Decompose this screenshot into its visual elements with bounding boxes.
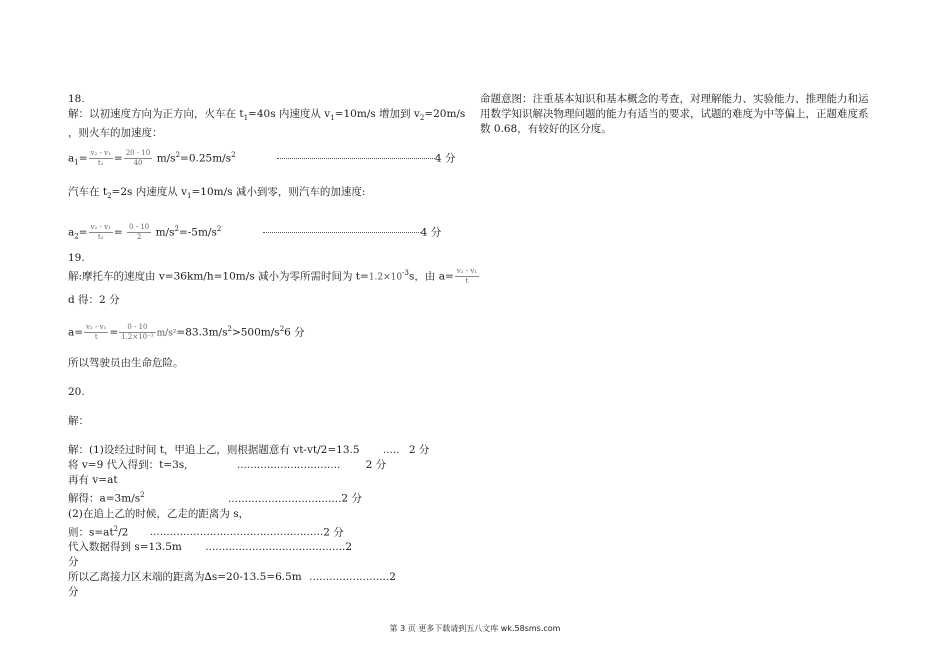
proposition-intent: 命题意图：注重基本知识和基本概念的考查，对理解能力、实验能力、推理能力和运用数学知识解决物理问题的能力有适当的要求，试题的难度为中等偏上，正题难度系数 0.68，有较好的区分度。 xyxy=(480,93,869,135)
unit-sup: 2 xyxy=(174,224,179,233)
q18-intro-part: =10m/s 增加到 v xyxy=(334,108,420,120)
fraction-denominator: t xyxy=(465,277,469,286)
dotted-leader: .................................................... xyxy=(149,526,324,539)
score: 4 分 xyxy=(434,152,456,165)
q19-unit: m/s² xyxy=(156,328,177,339)
sup: 2 xyxy=(113,524,119,533)
a2-fraction-symbolic xyxy=(89,223,113,242)
q19-text: 解:摩托车的速度由 v=36km/h=10m/s 减小为零所需时间为 t= xyxy=(68,270,369,283)
dotted-leader: ............................... xyxy=(236,459,341,472)
fraction-denominator: t xyxy=(94,333,98,342)
q20-text: 所以乙离接力区末端的距离为∆s=20-13.5=6.5m xyxy=(68,571,302,584)
q19-number: 19. xyxy=(68,252,85,265)
q19-time-exp: -3 xyxy=(402,269,409,278)
dotted-leader: .................................. xyxy=(227,492,342,505)
fraction-numerator: v₂ - v₁ xyxy=(90,222,111,231)
equals: = xyxy=(113,152,123,165)
fraction-numerator: 0 - 10 xyxy=(129,222,150,231)
fraction-denominator: 1.2×10⁻³ xyxy=(121,333,154,342)
score: 2 分 xyxy=(341,492,362,505)
q20-line1 xyxy=(68,443,464,458)
q18-intro xyxy=(68,107,464,126)
q20-text: 将 v=9 代入得到：t=3s, xyxy=(68,459,188,472)
q19-comparison: >500m/s xyxy=(231,326,280,339)
equals: = xyxy=(78,152,88,165)
equals: = xyxy=(113,226,123,239)
fraction-numerator: v₂ - v₁ xyxy=(86,323,107,332)
dotted-leader: ........................ xyxy=(309,571,390,584)
unit: m/s xyxy=(155,226,175,239)
score: 2 xyxy=(345,541,353,554)
q20-line8-wrap: 分 xyxy=(68,586,79,599)
q19-line3 xyxy=(68,322,464,342)
q19-fraction-numeric xyxy=(119,323,155,342)
equals: = xyxy=(78,226,88,239)
q18-intro-part: =40s 内速度从 v xyxy=(248,108,331,120)
fraction-numerator: 0 - 10 xyxy=(119,323,155,333)
q18-intro-sub: 2 xyxy=(419,114,425,123)
q18-intro-part: =20m/s xyxy=(424,108,466,120)
dotted-leader: .......................................... xyxy=(205,541,346,554)
q19-line2: d 得：2 分 xyxy=(68,294,120,307)
q19-formula-fraction xyxy=(455,267,479,286)
score: 2 xyxy=(389,571,396,584)
page-footer: 第 3 页 更多下载请到五八文库 wk.58sms.com xyxy=(389,624,561,633)
score: 2 分 xyxy=(323,526,344,539)
a1-fraction-symbolic xyxy=(89,149,113,168)
score: 4 分 xyxy=(420,226,442,239)
q20-line4 xyxy=(68,488,464,507)
q19-fraction-symbolic xyxy=(84,323,108,342)
q18-number: 18. xyxy=(68,93,85,105)
q20-line2 xyxy=(68,458,464,473)
score: 2 分 xyxy=(408,444,430,457)
result-sup: 2 xyxy=(227,325,232,334)
q20-text: /2 xyxy=(118,526,129,539)
score: 6 分 xyxy=(284,326,305,339)
q19-conclusion: 所以驾驶员由生命危险。 xyxy=(68,357,184,370)
q20-text: 代入数据得到 s=13.5m xyxy=(68,541,182,554)
fraction-denominator: 2 xyxy=(136,232,142,241)
q20-text: 解：(1)设经过时间 t，甲追上乙，则根据题意有 vt-vt/2=13.5 xyxy=(68,444,360,457)
unit: m/s xyxy=(156,152,176,165)
car-text-part: =2s 内速度从 v xyxy=(111,185,188,198)
a1-fraction-numeric xyxy=(124,149,153,168)
q18-equation-a2 xyxy=(68,222,464,245)
a1-sub: 1 xyxy=(74,158,79,167)
result-sup: 2 xyxy=(216,224,222,233)
q18-intro-sub: 1 xyxy=(330,114,335,123)
score: 2 分 xyxy=(365,459,387,472)
dotted-leader xyxy=(277,158,435,159)
q20-number: 20. xyxy=(68,386,85,399)
q19-line1 xyxy=(68,266,478,286)
q18-intro-part: 解：以初速度方向为正方向，火车在 t xyxy=(68,108,244,120)
a2-result: =-5m/s xyxy=(178,226,217,239)
q20-line5: (2)在追上乙的时候，乙走的距离为 s， xyxy=(68,507,250,520)
q19-result: =83.3m/s xyxy=(176,326,228,339)
dotted-leader: ..... xyxy=(382,444,400,457)
q19-text: s，由 a= xyxy=(408,270,454,283)
sup: 2 xyxy=(140,491,145,500)
q18-equation-a1 xyxy=(68,148,464,171)
q18-intro-sub: 1 xyxy=(243,114,249,123)
fraction-numerator: v₂ - v₁ xyxy=(456,267,478,276)
a1-symbol: a xyxy=(68,152,75,165)
q18-car-text xyxy=(68,185,464,204)
q19-time-value: 1.2×10 xyxy=(368,272,403,283)
fraction-denominator: t₁ xyxy=(97,159,104,168)
unit-sup: 2 xyxy=(175,151,181,160)
a2-fraction-numeric xyxy=(127,223,151,242)
q18-intro-end: ，则火车的加速度： xyxy=(68,127,163,140)
equals: = xyxy=(109,326,119,339)
q20-line3: 再有 v=at xyxy=(68,474,118,487)
dotted-leader xyxy=(263,232,421,233)
result-sup: 2 xyxy=(231,151,236,160)
q20-line8 xyxy=(68,570,464,585)
a2-sub: 2 xyxy=(74,232,79,241)
fraction-denominator: 40 xyxy=(133,159,143,168)
car-text-part: =10m/s 减小到零，则汽车的加速度: xyxy=(191,185,366,198)
right-column xyxy=(480,92,875,137)
q20-line7-wrap: 分 xyxy=(68,556,79,569)
q20-text: 解得：a=3m/s xyxy=(68,492,141,505)
q20-text: 则：s=at xyxy=(68,526,114,539)
a1-result: =0.25m/s xyxy=(180,152,232,165)
fraction-numerator: v₂ - v₁ xyxy=(90,149,111,158)
fraction-denominator: t₂ xyxy=(97,232,104,241)
q20-line7 xyxy=(68,540,464,555)
fraction-numerator: 20 - 10 xyxy=(125,149,151,158)
q19-a-symbol: a= xyxy=(68,326,84,339)
comparison-sup: 2 xyxy=(279,325,285,334)
q20-jie: 解： xyxy=(68,415,89,428)
q20-line6 xyxy=(68,522,464,541)
car-sub: 2 xyxy=(107,191,112,200)
car-sub: 1 xyxy=(187,191,192,200)
left-column xyxy=(68,92,478,600)
car-text-part: 汽车在 t xyxy=(68,185,108,198)
a2-symbol: a xyxy=(68,226,75,239)
